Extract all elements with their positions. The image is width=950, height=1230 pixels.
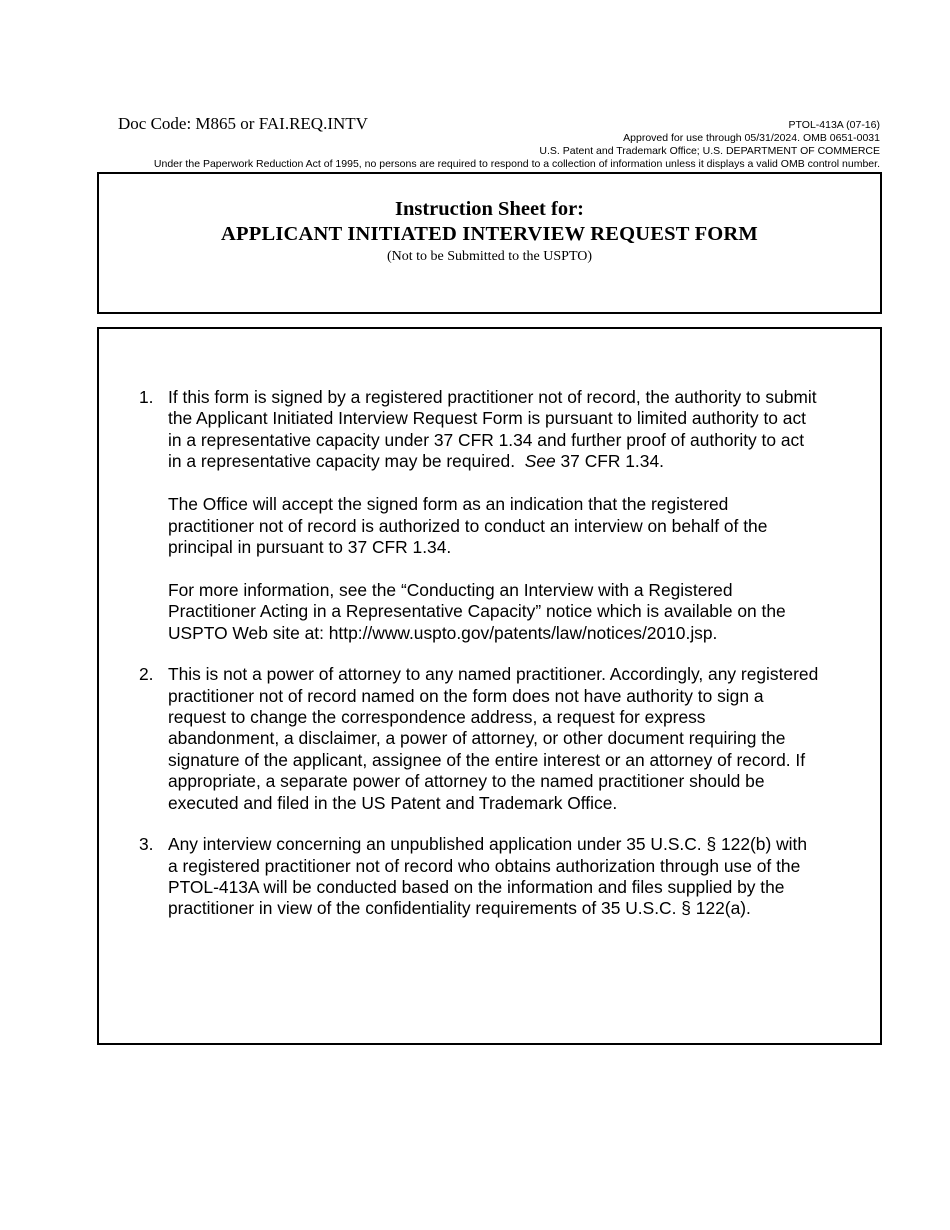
instruction-paragraph <box>168 387 819 473</box>
item-number: 1. <box>139 387 154 407</box>
cfr-reference: 37 CFR 1.34. <box>560 451 664 472</box>
instruction-item-1 <box>139 387 819 644</box>
item-number: 2. <box>139 664 154 685</box>
item-number: 3. <box>139 834 154 855</box>
instruction-paragraph: Any interview concerning an unpublished application under 35 U.S.C. § 122(b) with a registered practitioner not of record who obtains authorization through use of the PTOL-413A will be conducted based on the information and files supplied by the practitioner in view of the confidentiality requirements of 35 U.S.C. § 122(a). <box>168 834 808 919</box>
title-line1: Instruction Sheet for: <box>394 198 585 220</box>
title-box <box>97 172 882 314</box>
instruction-item-3 <box>139 834 819 920</box>
title-note: (Not to be Submitted to the USPTO) <box>386 249 593 264</box>
instruction-item-2 <box>139 664 819 814</box>
doc-code: Doc Code: M865 or FAI.REQ.INTV <box>118 114 368 133</box>
instruction-paragraph: This is not a power of attorney to any named practitioner. Accordingly, any registered practitioner not of record named on the form does not have authority to sign a request to change the correspondence address, a request for express abandonment, a disclaimer, a power of attorney, or other document requiring the signature of the applicant, assignee of the entire interest or an attorney of record. If appropriate, a separate power of attorney to the named practitioner should be executed and filed in the US Patent and Trademark Office. <box>168 664 819 813</box>
instruction-paragraph: The Office will accept the signed form as an indication that the registered practitioner not of record is authorized to conduct an interview on behalf of the principal in pursuant to 37 CFR 1.34. <box>168 494 768 558</box>
paragraph-text: If this form is signed by a registered practitioner not of record, the authority to submit the Applicant Initiated Interview Request Form is pursuant to limited authority to act in a representative capacity under 37 CFR 1.34 and further proof of authority to act in a representative capacity may be required. <box>168 387 817 472</box>
instructions-list <box>139 387 819 940</box>
paperwork-notice: Under the Paperwork Reduction Act of 1995, no persons are required to respond to a collection of information unless it displays a valid OMB control number. <box>153 158 880 170</box>
instruction-paragraph: For more information, see the “Conducting an Interview with a Registered Practitioner Acting in a Representative Capacity” notice which is available on the USPTO Web site at: http://www.uspto.gov/patents/law/notices/2010.jsp. <box>168 580 786 643</box>
see-reference: See <box>524 451 556 472</box>
instructions-box <box>97 327 882 1045</box>
form-header-info <box>120 119 880 171</box>
form-title: APPLICANT INITIATED INTERVIEW REQUEST FORM <box>221 223 758 245</box>
approval-note: Approved for use through 05/31/2024. OMB 0651-0031 <box>623 132 880 144</box>
office-line: U.S. Patent and Trademark Office; U.S. DEPARTMENT OF COMMERCE <box>539 145 880 157</box>
form-number: PTOL-413A (07-16) <box>788 119 880 131</box>
